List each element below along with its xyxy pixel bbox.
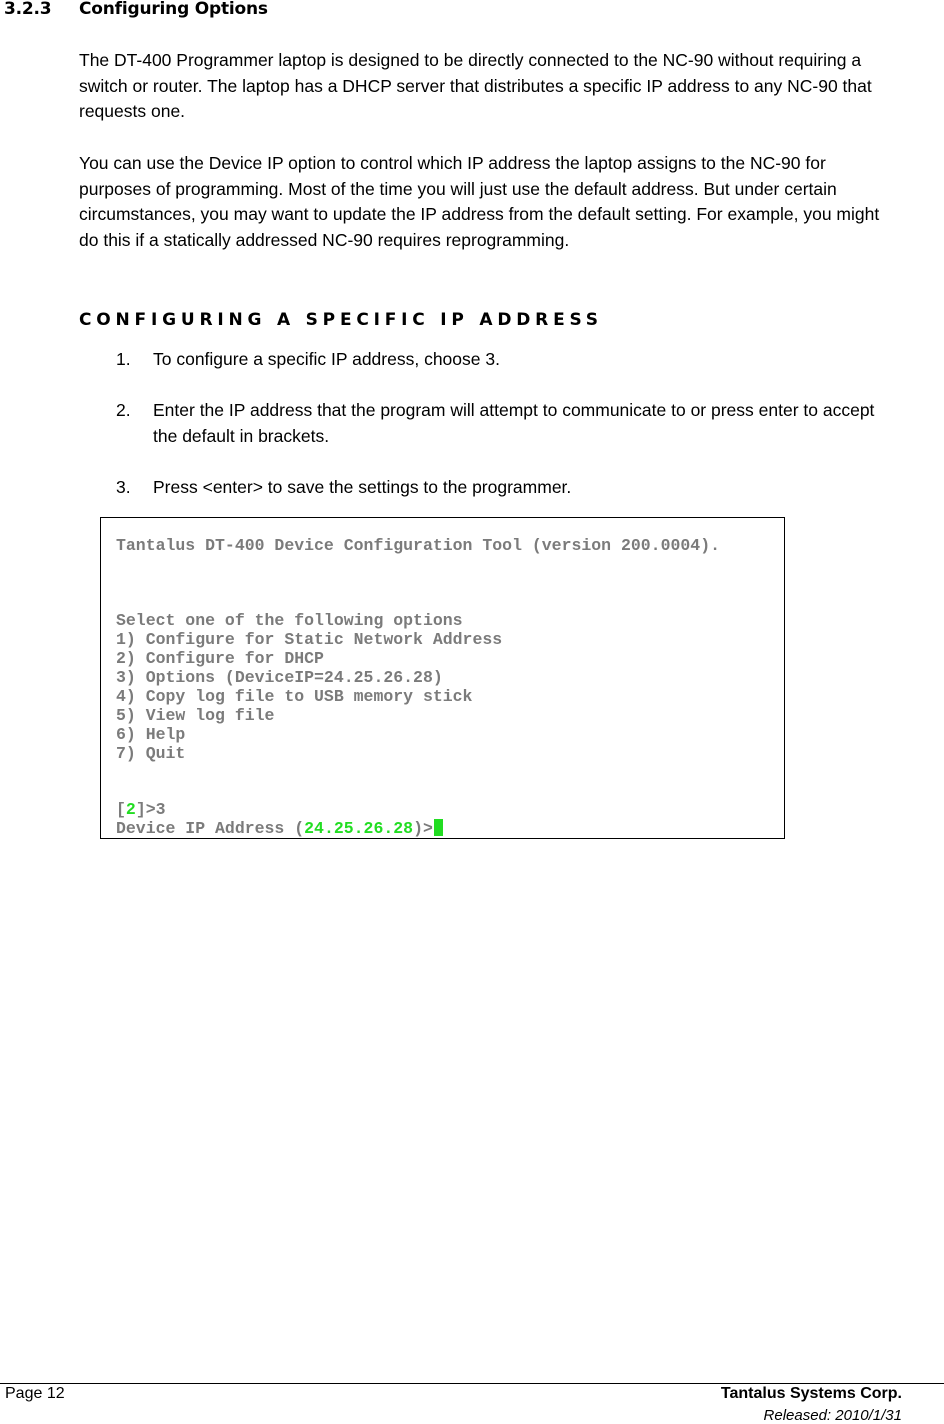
menu-option-view-log: 5) View log file [116, 706, 275, 725]
terminal-title: Tantalus DT-400 Device Configuration Tool (version 200.0004). [116, 536, 720, 555]
paragraph-line: do this if a statically addressed NC-90 requires reprogramming. [79, 229, 570, 250]
step-number: 2. [116, 400, 131, 420]
paragraph-line: The DT-400 Programmer laptop is designed to be directly connected to the NC-90 without requiring a [79, 50, 862, 70]
step-text: Enter the IP address that the program will attempt to communicate to or press enter to accept [153, 400, 875, 420]
ip-prompt [116, 819, 443, 838]
section-title: Configuring Options [79, 0, 268, 19]
menu-option-copy-log: 4) Copy log file to USB memory stick [116, 687, 473, 706]
step-text: Press <enter> to save the settings to the programmer. [153, 477, 572, 497]
cursor-block [434, 819, 443, 836]
release-date: Released: 2010/1/31 [763, 1407, 902, 1424]
footer-divider [0, 1383, 944, 1384]
company-name: Tantalus Systems Corp. [720, 1385, 902, 1402]
subheading: CONFIGURING A SPECIFIC IP ADDRESS [79, 310, 603, 330]
terminal-screenshot [100, 517, 785, 839]
paragraph-line: purposes of programming. Most of the time you will just use the default address. But under certain [79, 178, 837, 199]
ip-default: 24.25.26.28 [304, 819, 414, 838]
step-text: the default in brackets. [153, 425, 330, 446]
page-number: Page 12 [5, 1385, 65, 1402]
menu-option-help: 6) Help [116, 725, 186, 744]
step-item [116, 398, 944, 449]
selection-prompt [116, 800, 166, 819]
paragraph-line: switch or router. The laptop has a DHCP server that distributes a specific IP address to any NC-90 that [79, 75, 872, 96]
menu-option-static: 1) Configure for Static Network Address [116, 630, 503, 649]
ip-prompt-close: )> [413, 819, 433, 838]
menu-option-options: 3) Options (DeviceIP=24.25.26.28) [116, 668, 443, 687]
step-number: 3. [116, 477, 131, 497]
step-item [116, 347, 944, 373]
prompt-close: ]> [135, 800, 156, 819]
paragraph-line: circumstances, you may want to update the IP address from the default setting. For example, you might [79, 204, 880, 224]
ip-prompt-label: Device IP Address ( [116, 819, 305, 838]
section-heading [4, 0, 268, 19]
prompt-input: 3 [155, 800, 166, 819]
device-ip-paragraph [79, 151, 941, 253]
paragraph-line: You can use the Device IP option to control which IP address the laptop assigns to the NC-90 for [79, 153, 826, 173]
section-number: 3.2.3 [4, 0, 52, 19]
intro-paragraph [79, 48, 941, 125]
step-number: 1. [116, 349, 131, 369]
step-item [116, 475, 944, 501]
menu-option-dhcp: 2) Configure for DHCP [116, 649, 324, 668]
prompt-open: [ [116, 800, 126, 819]
menu-header: Select one of the following options [116, 611, 463, 630]
menu-option-quit: 7) Quit [116, 744, 186, 763]
paragraph-line: requests one. [79, 101, 186, 121]
step-text: To configure a specific IP address, choose 3. [153, 349, 500, 369]
prompt-default: 2 [125, 800, 136, 819]
